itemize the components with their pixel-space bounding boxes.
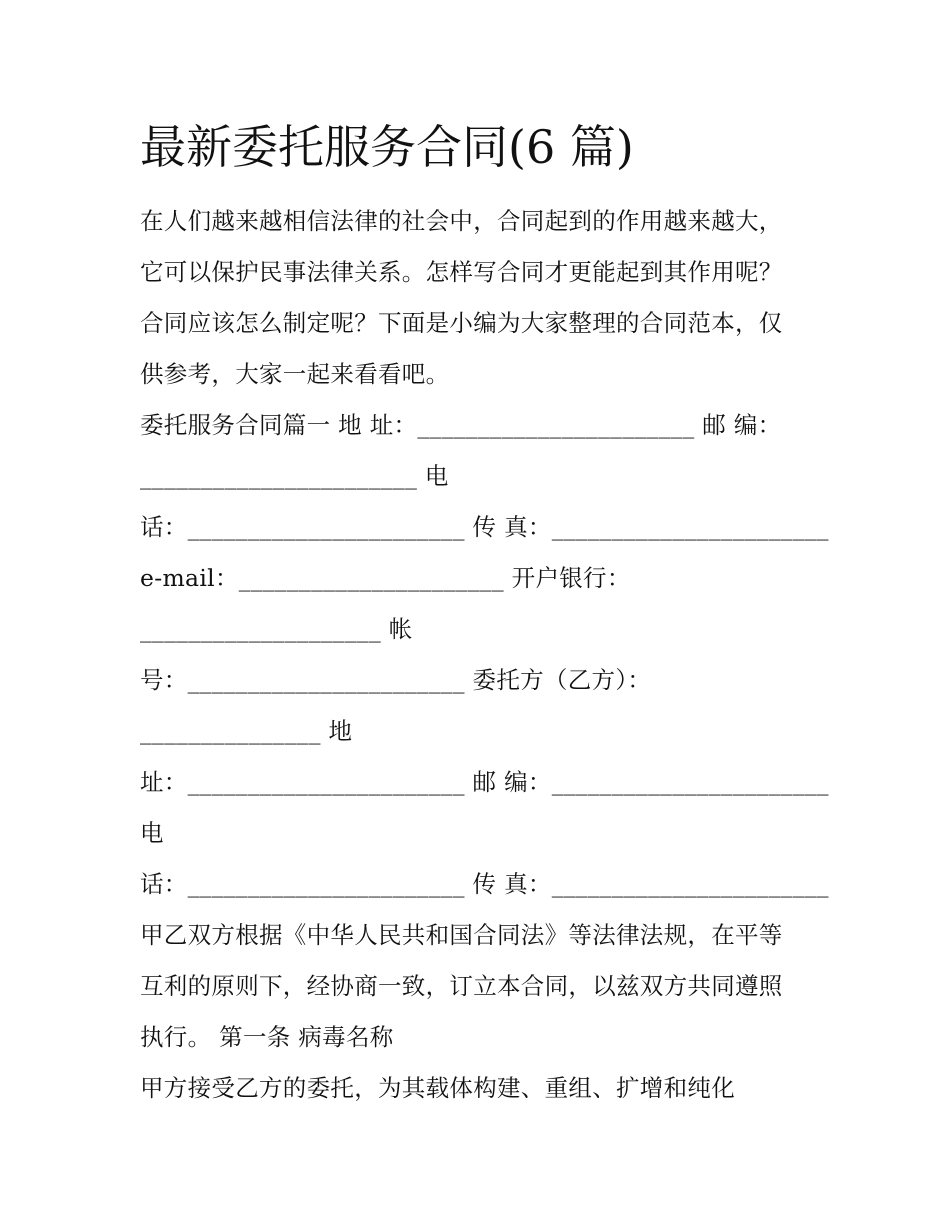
document-title: 最新委托服务合同(6 篇) xyxy=(140,120,634,174)
agreement-line-2: 互利的原则下，经协商一致，订立本合同，以兹双方共同遵照 xyxy=(140,972,783,1000)
contract-phone-label-line: 电 xyxy=(140,819,164,847)
contract-client-blank-line: _______________ 地 xyxy=(140,717,353,745)
agreement-line-1: 甲乙双方根据《中华人民共和国合同法》等法律法规，在平等 xyxy=(140,921,783,949)
article-one-body-line: 甲方接受乙方的委托，为其载体构建、重组、扩增和纯化 xyxy=(140,1074,735,1102)
contract-phone-fax-line: 话：_______________________ 传 真：_______________________ xyxy=(140,513,829,541)
intro-line-2: 它可以保护民事法律关系。怎样写合同才更能起到其作用呢？ xyxy=(140,258,783,286)
contract-postcode-blank-line: _______________________ 电 xyxy=(140,462,449,490)
contract-address-postcode-line: 址：_______________________ 邮 编：_______________________ xyxy=(140,768,829,796)
contract-address-line: 委托服务合同篇一 地 址：_______________________ 邮 编： xyxy=(140,411,782,439)
contract-account-client-line: 号：_______________________ 委托方（乙方）： xyxy=(140,666,652,694)
contract-email-bank-line: e-mail：______________________ 开户银行： xyxy=(140,564,631,592)
article-one-heading-line: 执行。 第一条 病毒名称 xyxy=(140,1023,394,1051)
contract-bank-blank-line: ____________________ 帐 xyxy=(140,615,413,643)
intro-line-4: 供参考，大家一起来看看吧。 xyxy=(140,360,450,388)
intro-line-1: 在人们越来越相信法律的社会中，合同起到的作用越来越大， xyxy=(140,207,783,235)
intro-line-3: 合同应该怎么制定呢？下面是小编为大家整理的合同范本，仅 xyxy=(140,309,783,337)
contract-phone-fax-line-2: 话：_______________________ 传 真：_______________________ xyxy=(140,870,829,898)
